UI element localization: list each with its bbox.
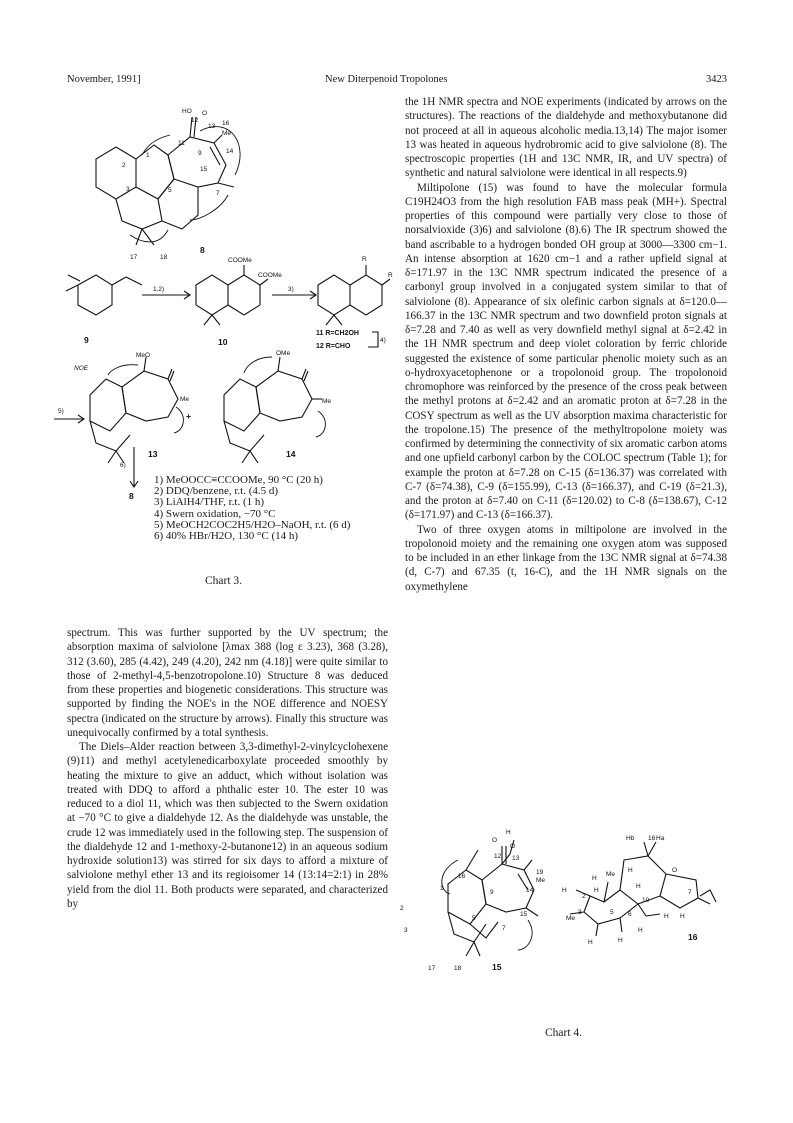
noe-label: NOE xyxy=(74,365,89,372)
atom-number: 2 xyxy=(400,905,404,912)
structure-16 xyxy=(570,842,716,936)
condition-6: 6) 40% HBr/H2O, 130 °C (14 h) xyxy=(154,530,299,543)
structure-16-h-1: H xyxy=(592,875,597,882)
atom-number: 9 xyxy=(490,889,494,896)
atom-number: 6 xyxy=(628,911,632,918)
compound-label-8-product: 8 xyxy=(129,491,134,501)
structure-8 xyxy=(96,117,240,245)
paragraph: spectrum. This was further supported by the UV spectrum; the absorption maxima of salviolone [λmax 388 (log ε 3.23), 368 (3.28), 312 (3.60), 285 (4.42), 249 (4.20), 242 nm (4.18)] were quite similar to those of 2-methyl-4,5-benzotropolone.10) Structure 8 was deduced from these properties and biogenetic considerations. This structure was supported by finding the NOE's in the NOE difference and NOESY spectra (indicated on the structure by arrows). Finally this structure was unequivocally confirmed by a total synthesis. xyxy=(67,627,388,739)
arrow-label-5: 5) xyxy=(58,408,64,415)
atom-number: 16 xyxy=(648,835,656,842)
structure-9 xyxy=(66,275,142,315)
condition-1: 1) MeOOCC≡CCOOMe, 90 °C (20 h) xyxy=(154,474,323,486)
structure-10-coome-2: COOMe xyxy=(258,272,282,279)
structure-11-r1: R xyxy=(362,256,367,263)
compound-label-11: 11 R=CH2OH xyxy=(316,330,359,337)
plus-sign: + xyxy=(186,411,191,421)
structure-13-me: Me xyxy=(180,396,190,403)
atom-number: 13 xyxy=(208,123,216,130)
atom-number: 16 xyxy=(458,873,466,880)
atom-number: 14 xyxy=(526,887,534,894)
chart-4-scheme xyxy=(398,820,728,990)
condition-3: 3) LiAlH4/THF, r.t. (1 h) xyxy=(154,496,265,509)
atom-number: 7 xyxy=(502,925,506,932)
structure-16-h-9: H xyxy=(628,867,633,874)
structure-13 xyxy=(90,357,183,463)
arrow-label-6: 6) xyxy=(120,462,126,469)
structure-16-h-4: H xyxy=(588,939,593,946)
structure-16-h-3: H xyxy=(562,887,567,894)
paragraph: Two of three oxygen atoms in miltipolone are involved in the tropolonoid moiety and the remaining one oxygen atom was supposed to be included in an ether linkage from the 13C NMR signal at δ=74.38 (d, C-7) and 67.35 (t, 16-C), and the 1H NMR signals on the oxymethylene xyxy=(405,523,727,593)
atom-number: 3 xyxy=(126,186,130,193)
reaction-arrow-4 xyxy=(368,332,378,347)
structure-10-coome-1: COOMe xyxy=(228,257,252,264)
condition-5: 5) MeOCH2COC2H5/H2O–NaOH, r.t. (6 d) xyxy=(154,518,351,531)
compound-label-13: 13 xyxy=(148,449,158,459)
atom-number: 19 xyxy=(536,869,544,876)
atom-number: 17 xyxy=(428,965,436,972)
chart-3-caption: Chart 3. xyxy=(205,575,243,587)
structure-14 xyxy=(224,357,325,463)
structure-14-ome: Me xyxy=(322,398,332,405)
atom-number: 1 xyxy=(146,152,150,159)
paragraph: Miltipolone (15) was found to have the molecular formula C19H24O3 from the high resolution FAB mass peak (MH+). Spectral properties of this compound were partially very close to those of norsalvioxide (3)6) and salviolone (8).6) The IR spectrum showed the band ascribable to a hydrogen bonded OH group at 3000—3300 cm−1. An intense absorption at 1620 cm−1 and a rather upfield signal at δ=171.97 in the 13C NMR spectrum indicated the presence of a carbonyl group involved in a conjugated system similar to that of salviolone (8). Appearance of six olefinic carbon signals at δ=120.0—166.37 in the 13C NMR spectrum and two downfield proton signals at δ=7.28 and 7.40 as well as very downfield methyl signal at δ=2.42 in the 1H NMR spectrum and deep violet coloration by ferric chloride suggested the existence of some particular phenolic moiety such as an o-hydroxyacetophenone or a tropolonoid group. The tropolonoid chromophore was reinforced by the presence of the cross peak between the methyl protons at δ=2.42 and an aromatic proton at δ=7.28 in the COSY spectrum as well as the UV absorption maxima characteristic for the tropolone.15) The presence of the methyltropolone moiety was confirmed by determining the connectivity of six aromatic carbon atoms and one upfield carbonyl carbon by the COLOC spectrum (Table 1); for example the proton at δ=7.28 on C-15 (δ=136.37) was correlated with C-7 (δ=74.38), C-9 (δ=155.99), C-13 (δ=166.37), and C-19 (δ=21.3), and the proton at δ=7.40 on C-11 (δ=120.02) to C-8 (δ=138.67), C-12 (δ=171.97) and C-13 (δ=166.37). xyxy=(405,181,727,522)
atom-number: 9 xyxy=(198,150,202,157)
structure-15 xyxy=(442,840,538,956)
atom-number: 5 xyxy=(472,915,476,922)
structure-16-h-8: H xyxy=(680,913,685,920)
atom-number: 2 xyxy=(582,893,586,900)
right-column-text xyxy=(405,95,727,594)
compound-label-15: 15 xyxy=(492,962,502,972)
structure-16-hb: Hb xyxy=(626,835,635,842)
structure-15-carbonyl-o: O xyxy=(492,837,498,844)
atom-number: 3 xyxy=(404,927,408,934)
header-title: New Diterpenoid Tropolones xyxy=(325,74,448,85)
atom-number: 3 xyxy=(578,909,582,916)
atom-number: 7 xyxy=(688,889,692,896)
structure-11-12 xyxy=(318,265,390,325)
atom-number: 12 xyxy=(494,853,502,860)
atom-number: 18 xyxy=(160,254,168,261)
structure-15-h: H xyxy=(506,829,511,836)
atom-number: 2 xyxy=(122,162,126,169)
structure-16-me-1: Me xyxy=(606,871,616,878)
left-column-text xyxy=(67,626,388,911)
compound-label-8: 8 xyxy=(200,245,205,255)
paragraph: the 1H NMR spectra and NOE experiments (indicated by arrows on the structures). The reactions of the dialdehyde and methoxybutanone did not proceed at all in aqueous alcoholic media.13,14) The major isomer 13 was heated in aqueous hydrobromic acid to give salviolone (8). The spectroscopic properties (1H and 13C NMR, IR, and UV spectra) of synthetic and natural salviolone were identical in all respects.9) xyxy=(405,96,727,180)
structure-16-o: O xyxy=(672,867,678,874)
structure-8-me: Me xyxy=(222,130,232,137)
atom-number: 10 xyxy=(642,897,650,904)
paragraph: The Diels–Alder reaction between 3,3-dimethyl-2-vinylcyclohexene (9)11) and methyl acetylenedicarboxylate proceeded smoothly by heating the mixture to give an adduct, which without isolation was treated with DDQ to afford a phthalic ester 10. The ester 10 was reduced to a diol 11, which was then subjected to the Swern oxidation at −70 °C to give a dialdehyde 12. As the dialdehyde was unstable, the crude 12 was immediately used in the following step. The suspension of the dialdehyde 12 and 1-methoxy-2-butanone12) in an aqueous sodium hydroxide solution13) was stirred for six days to afford a mixture of salviolone methyl ether 13 and its regioisomer 14 (13:14=2:1) in 28% yield from the diol 11. Both products were separated, and characterized by xyxy=(67,741,388,910)
arrow-label-3: 3) xyxy=(288,286,294,293)
compound-label-16: 16 xyxy=(688,932,698,942)
structure-15-me: Me xyxy=(536,877,546,884)
arrow-label-4: 4) xyxy=(380,337,386,344)
condition-4: 4) Swern oxidation, −70 °C xyxy=(154,507,276,520)
atom-number: 13 xyxy=(512,855,520,862)
atom-number: 1 xyxy=(440,885,444,892)
arrow-label-1-2: 1,2) xyxy=(153,286,165,293)
compound-label-14: 14 xyxy=(286,449,296,459)
atom-number: 18 xyxy=(454,965,462,972)
compound-label-12: 12 R=CHO xyxy=(316,343,351,350)
structure-13-meo: MeO xyxy=(136,352,151,359)
atom-number: 11 xyxy=(178,140,185,147)
structure-16-h-2: H xyxy=(594,887,599,894)
condition-2: 2) DDQ/benzene, r.t. (4.5 d) xyxy=(154,485,279,498)
structure-11-r2: R xyxy=(388,272,393,279)
structure-16-ha: Ha xyxy=(656,835,665,842)
structure-8-ho: HO xyxy=(182,108,192,115)
atom-number: 17 xyxy=(130,254,138,261)
structure-15-oh-o: O xyxy=(510,843,516,850)
running-header xyxy=(67,74,727,88)
header-page-number: 3423 xyxy=(706,74,727,85)
header-date: November, 1991] xyxy=(67,74,141,85)
structure-16-h-6: H xyxy=(638,927,643,934)
compound-label-10: 10 xyxy=(218,337,228,347)
structure-16-h-7: H xyxy=(664,913,669,920)
structure-14-me: OMe xyxy=(276,350,291,357)
structure-8-carbonyl-o: O xyxy=(202,110,208,117)
structure-16-h-10: H xyxy=(636,883,641,890)
atom-number: 5 xyxy=(168,187,172,194)
chart-3-conditions xyxy=(154,475,350,542)
atom-number: 5 xyxy=(610,909,614,916)
atom-number: 7 xyxy=(216,190,220,197)
structure-16-me-2: Me xyxy=(566,915,576,922)
atom-number: 15 xyxy=(520,911,528,918)
atom-number: 12 xyxy=(191,117,199,124)
compound-label-9: 9 xyxy=(84,335,89,345)
atom-number: 14 xyxy=(226,148,234,155)
structure-16-h-5: H xyxy=(618,937,623,944)
atom-number: 16 xyxy=(222,120,230,127)
chart-4-caption: Chart 4. xyxy=(545,1027,583,1039)
atom-number: 15 xyxy=(200,166,208,173)
